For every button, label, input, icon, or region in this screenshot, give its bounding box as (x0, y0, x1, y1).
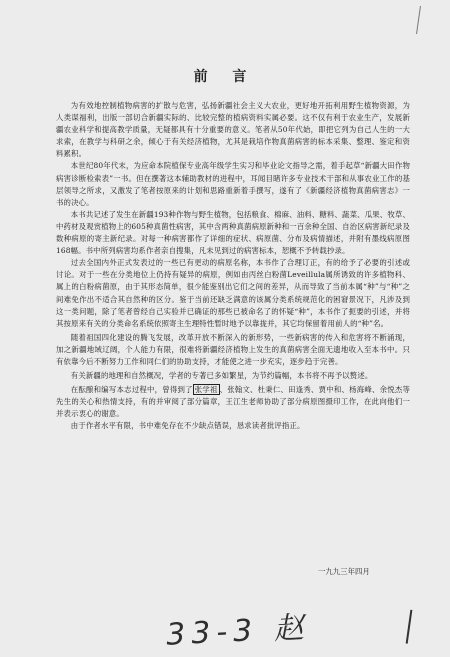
boxed-name: 张学祖 (194, 385, 218, 395)
paragraph-6: 有关新疆的地理和自然概况，学者的专著已多如繁星，为节约篇幅，本书将不再予以赘述。 (70, 371, 373, 381)
paragraph-7: 在酝酿和编写本志过程中，曾得到了 张学祖 、张翰文、杜秉仁、田逢秀、贾中和、杨海峰、余悦杰等先生的关心和热情支持，有的并审阅了部分篇章，王江生老师协助了部分病原图摄印工作，在此向他们一并表示衷心的谢意。 (56, 385, 410, 419)
preface-body (56, 100, 410, 433)
pencil-mark (416, 6, 441, 34)
paragraph-3: 本书共记述了发生在新疆193种作物与野生植物，包括粮食、棉麻、油料、糖料、蔬菜、瓜果、牧草、中药材及观赏植物上的605种真菌性病害，其中含两种真菌病原新种和一百余种全国、自治区病害新纪录及数种病原的寄主新纪录。对每一种病害都作了详细的症状、病原菌、分布及病情描述，并附有墨线病原图168幅。书中所列病害均系作者亲自搜集，凡未见到过的病害标本，恕概不予转载抄录。 (56, 209, 410, 256)
handwritten-stroke (406, 610, 417, 645)
paragraph-5: 随着祖国四化建设的腾飞发展，改革开放不断深入的新形势，一些新病害的传入和危害将不断涌现，加之新疆地域辽阔，个人能力有限，很难将新疆经济植物上发生的真菌病害全面无遗地收入至本书中。只有依靠今后不断努力工作和同仁们的协助支持，才能使之进一步充实，逐步趋于完善。 (56, 332, 410, 366)
preface-date: 一九九三年四月 (318, 567, 370, 576)
paragraph-2: 本世纪80年代末，为应命本院植保专业高年级学生实习和毕业论文指导之需，着手起草“新疆大田作物病害诊断检索表”一书。但在撰著这本辅助教材的进程中，耳闻目睹许多专业技术干部和从事农业工作的基层领导之所求，又激发了笔者按原来的计划和思路重新着手撰写，遂有了《新疆经济植物真菌病害志》一书的决心。 (56, 161, 410, 207)
paragraph-1: 为有效地控制植物病害的扩散与危害，弘扬新疆社会主义大农业，更好地开拓利用野生植物资源，为人类谋福利，出版一部切合新疆实际的、比较完整的植病资料实属必要。这不仅有利于农业生产，发展新疆农业科学和提高教学质量，无疑都具有十分重要的意义。笔者从50年代始，即把它列为自己人生的一大求索，在教学与科研之余，倾心于有关经济植物，尤其是栽培作物真菌病害的标本采集、整理、鉴定和资料累积。 (56, 101, 410, 159)
handwritten-note: 33-3 赵 (165, 610, 311, 653)
page-title: 前 言 (193, 69, 257, 85)
paragraph-4: 过去全国内外正式发表过的一些已有更动的病原名称，本书作了合理订正，有的给予了必要的引述或讨论。对于一些在分类地位上仍持有疑异的病原，例如由丙丝白粉菌Leveillula属所诱致的许多植物科、属上的白粉病菌原，由于其形态简单，很少能鉴别出它们之间的差异，从而导致了当前本属“种”与“种”之间难免作出不适合其自然种的区分。鉴于当前还缺乏满意的该属分类系统规范化的困窘景况下，凡涉及到这一类问题，除了笔者曾经自己实验并已确证的那些已被命名了的怀疑“种”，本书作了扼要的引述，并将其按原来有关的分类命名系统依照寄主生理特性暂时地予以靠拢并，其它均保留着用前人的“种”名。 (56, 258, 410, 328)
paragraph-8: 由于作者水平有限，书中难免存在不少缺点错误，恳求读者批评指正。 (70, 421, 305, 431)
